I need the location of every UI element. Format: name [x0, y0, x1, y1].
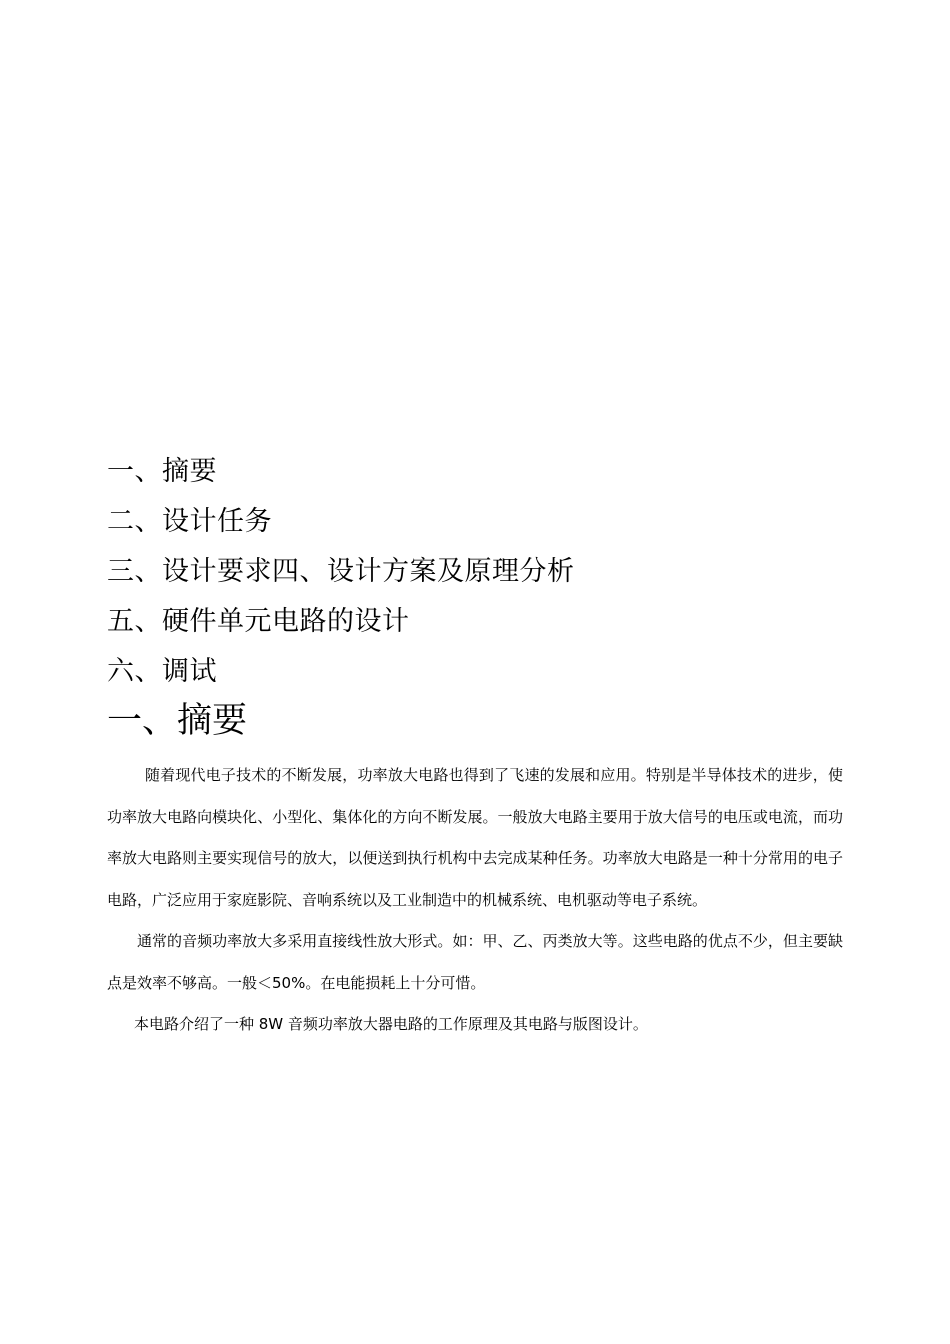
table-of-contents — [107, 447, 867, 697]
section-heading-abstract: 一、摘要 — [107, 701, 248, 741]
toc-item-design-task: 二、设计任务 — [107, 506, 272, 537]
toc-item-debugging: 六、调试 — [107, 656, 217, 687]
toc-item-abstract: 一、摘要 — [107, 456, 217, 487]
abstract-paragraph: 随着现代电子技术的不断发展，功率放大电路也得到了飞速的发展和应用。特别是半导体技术的进步，使功率放大电路向模块化、小型化、集体化的方向不断发展。一般放大电路主要用于放大信号的电压或电流，而功率放大电路则主要实现信号的放大，以便送到执行机构中去完成某种任务。功率放大电路是一种十分常用的电子电路，广泛应用于家庭影院、音响系统以及工业制造中的机械系统、电机驱动等电子系统。 — [107, 766, 843, 909]
abstract-body — [107, 755, 843, 1046]
toc-item-design-requirements-and-scheme: 三、设计要求四、设计方案及原理分析 — [107, 556, 575, 587]
abstract-paragraph: 本电路介绍了一种 8W 音频功率放大器电路的工作原理及其电路与版图设计。 — [134, 1015, 648, 1033]
abstract-paragraph: 通常的音频功率放大多采用直接线性放大形式。如：甲、乙、丙类放大等。这些电路的优点不少，但主要缺点是效率不够高。一般＜50%。在电能损耗上十分可惜。 — [107, 932, 843, 992]
toc-item-hardware-circuit-design: 五、硬件单元电路的设计 — [107, 606, 410, 637]
